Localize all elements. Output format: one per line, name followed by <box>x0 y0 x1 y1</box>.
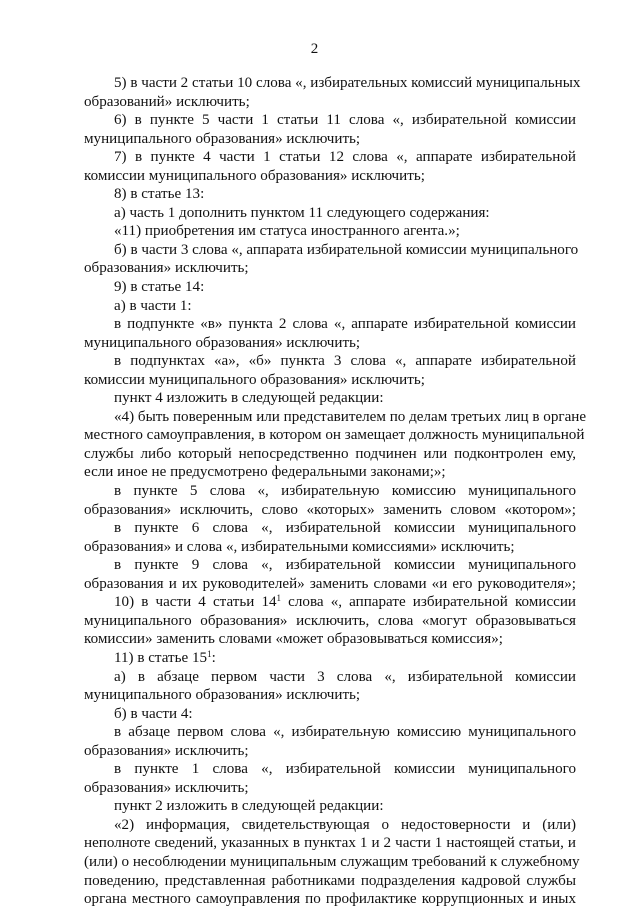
text-line: образования» исключить; <box>84 742 249 759</box>
text-line: а) часть 1 дополнить пунктом 11 следующего содержания: <box>114 204 490 221</box>
text-line: б) в части 3 слова «, аппарата избирательной комиссии муниципального <box>114 241 579 258</box>
text-line: (или) о несоблюдении муниципальным служащим требований к служебному <box>84 853 580 870</box>
text-line: 10) в части 4 статьи $14^1$ слова «, аппарате избирательной комиссии <box>114 593 576 611</box>
text-line: пункт 4 изложить в следующей редакции: <box>114 390 384 407</box>
text-line: 8) в статье 13: <box>114 186 205 203</box>
text-line: 11) в статье $15^1$: <box>114 648 216 666</box>
text-line: 9) в статье 14: <box>114 279 205 296</box>
text-line: комиссии» заменить словами «может образовываться комиссия»; <box>84 631 503 648</box>
text-line: если иное не предусмотрено федеральными законами;»; <box>84 464 446 481</box>
document-body <box>84 74 587 909</box>
text-line: 6) в пункте 5 части 1 статьи 11 слова «, избирательной комиссии <box>114 112 576 129</box>
text-line: местного самоуправления, в котором он замещает должность муниципальной <box>84 427 585 444</box>
text-line: образования» исключить; <box>84 260 249 277</box>
text-line: «11) приобретения им статуса иностранного агента.»; <box>114 223 460 240</box>
text-line: в пункте 6 слова «, избирательной комиссии муниципального <box>114 520 576 537</box>
text-line: образования» исключить; <box>84 779 249 796</box>
text-line: 7) в пункте 4 части 1 статьи 12 слова «, аппарате избирательной <box>114 149 576 166</box>
text-line: в пункте 9 слова «, избирательной комиссии муниципального <box>114 557 576 574</box>
text-line: муниципального образования» исключить; <box>84 687 361 704</box>
text-line: в пункте 1 слова «, избирательной комиссии муниципального <box>114 761 576 778</box>
text-line: муниципального образования» исключить; <box>84 130 361 147</box>
text-line: образования и их руководителей» заменить словами «и его руководителя»; <box>84 575 576 592</box>
page-number: 2 <box>310 41 319 57</box>
text-line: комиссии муниципального образования» исключить; <box>84 371 425 388</box>
text-line: органа местного самоуправления по профилактике коррупционных и иных <box>84 891 576 908</box>
text-line: службы либо который непосредственно подчинен или подконтролен ему, <box>84 445 576 462</box>
text-line: поведению, представленная работниками подразделения кадровой службы <box>84 872 576 889</box>
text-line: а) в части 1: <box>114 297 192 314</box>
text-line: муниципального образования» исключить, слова «могут образовываться <box>84 612 576 629</box>
text-line: в пункте 5 слова «, избирательную комиссию муниципального <box>114 483 576 500</box>
text-line: комиссии муниципального образования» исключить; <box>84 167 425 184</box>
text-line: а) в абзаце первом части 3 слова «, избирательной комиссии <box>114 668 576 685</box>
text-line: муниципального образования» исключить; <box>84 334 361 351</box>
text-line: образований» исключить; <box>84 93 250 110</box>
text-line: «2) информация, свидетельствующая о недостоверности и (или) <box>114 816 576 833</box>
text-line: «4) быть поверенным или представителем по делам третьих лиц в органе <box>114 408 587 425</box>
text-line: б) в части 4: <box>114 705 193 722</box>
text-line: образования» и слова «, избирательными комиссиями» исключить; <box>84 538 515 555</box>
text-line: 5) в части 2 статьи 10 слова «, избирательных комиссий муниципальных <box>114 75 581 91</box>
text-line: образования» исключить, слово «которых» заменить словом «котором»; <box>84 501 576 518</box>
text-line: пункт 2 изложить в следующей редакции: <box>114 798 384 815</box>
text-line: неполноте сведений, указанных в пунктах 1 и 2 части 1 настоящей статьи, и <box>84 835 576 852</box>
text-line: в абзаце первом слова «, избирательную комиссию муниципального <box>114 724 576 741</box>
text-line: в подпункте «в» пункта 2 слова «, аппарате избирательной комиссии <box>114 316 576 333</box>
text-line: в подпунктах «а», «б» пункта 3 слова «, аппарате избирательной <box>114 353 576 370</box>
